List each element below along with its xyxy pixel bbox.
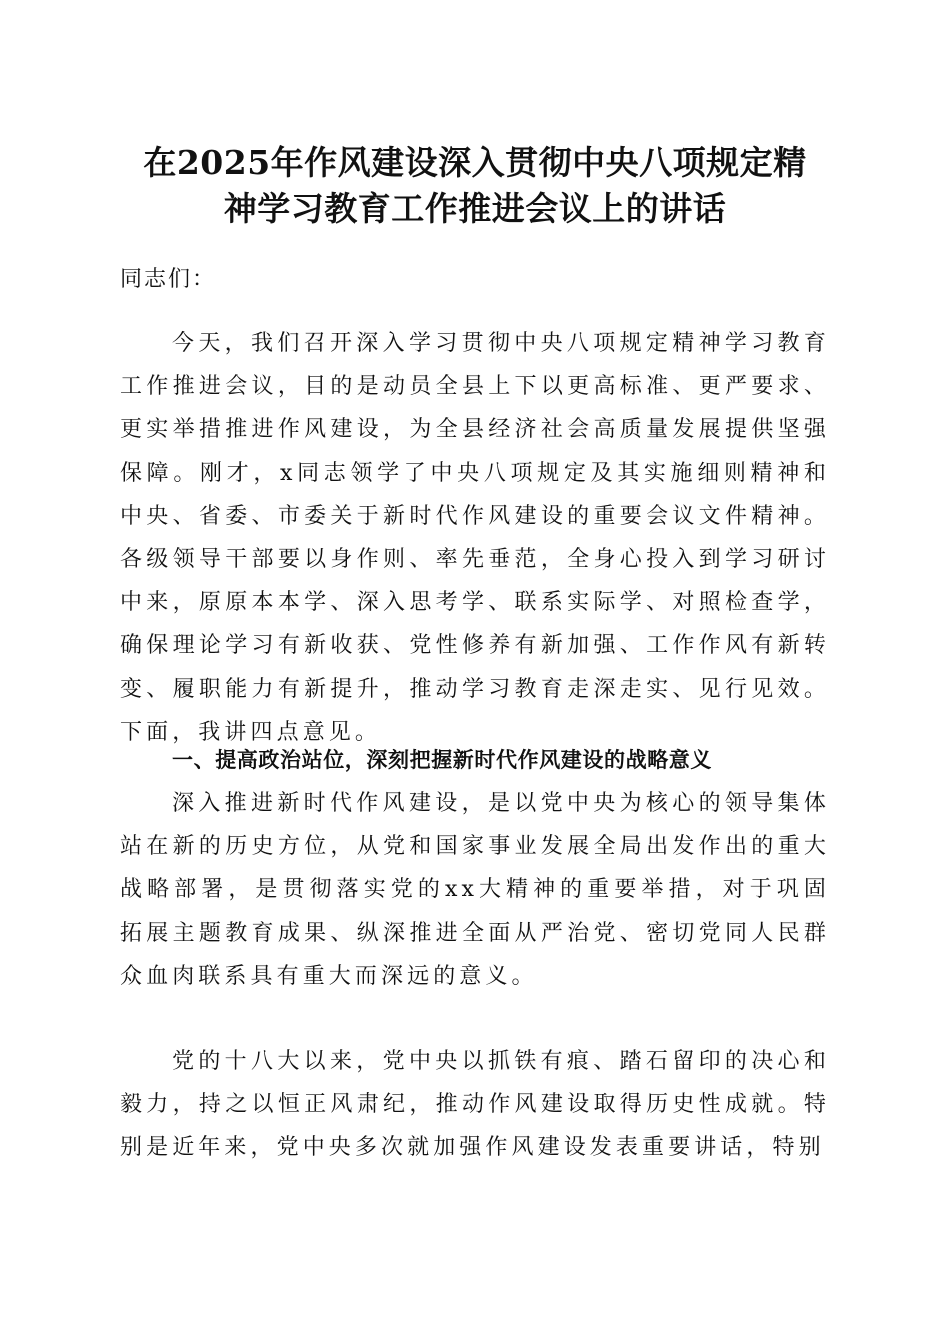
document-title-line-2: 神学习教育工作推进会议上的讲话 [223,189,727,228]
salutation: 同志们： [120,267,217,292]
paragraph-intro: 今天，我们召开深入学习贯彻中央八项规定精神学习教育工作推进会议，目的是动员全县上下以更高标准、更严要求、更实举措推进作风建设，为全县经济社会高质量发展提供坚强保障。刚才，x同志领学了中央八项规定及其实施细则精神和中央、省委、市委关于新时代作风建设的重要会议文件精神。各级领导干部要以身作则、率先垂范，全身心投入到学习研讨中来，原原本本学、深入思考学、联系实际学、对照检查学，确保理论学习有新收获、党性修养有新加强、工作作风有新转变、履职能力有新提升，推动学习教育走深走实、见行见效。下面，我讲四点意见。 [120,331,830,745]
section-heading-1: 一、提高政治站位，深刻把握新时代作风建设的战略意义 [172,748,712,772]
paragraph-section1-1: 深入推进新时代作风建设，是以党中央为核心的领导集体站在新的历史方位，从党和国家事业发展全局出发作出的重大战略部署，是贯彻落实党的xx大精神的重要举措，对于巩固拓展主题教育成果、纵深推进全面从严治党、密切党同人民群众血肉联系具有重大而深远的意义。 [120,791,830,989]
paragraph-section1-2: 党的十八大以来，党中央以抓铁有痕、踏石留印的决心和毅力，持之以恒正风肃纪，推动作风建设取得历史性成就。特别是近年来，党中央多次就加强作风建设发表重要讲话，特别 [120,1049,830,1161]
document-title-line-1: 在2025年作风建设深入贯彻中央八项规定精 [143,143,807,182]
